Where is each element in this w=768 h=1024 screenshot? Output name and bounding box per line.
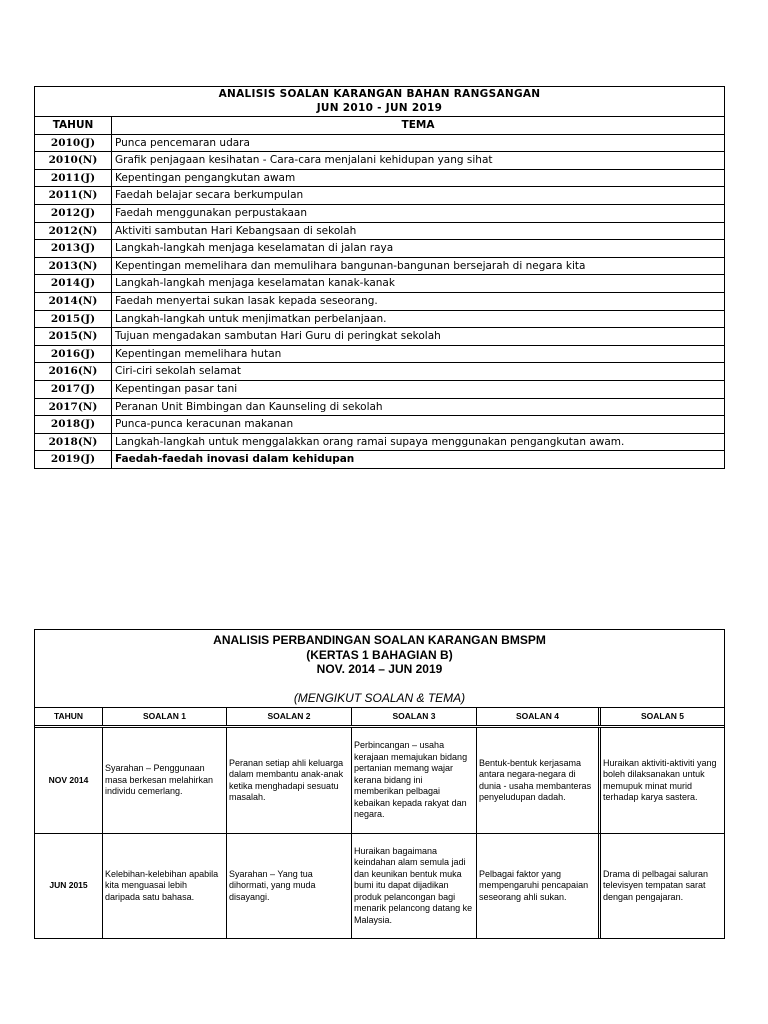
table-row <box>35 398 725 416</box>
theme-cell: Kepentingan pasar tani <box>112 380 725 398</box>
table2-header-row <box>35 708 724 728</box>
table-row <box>35 416 725 434</box>
table-row <box>35 222 725 240</box>
theme-cell: Faedah menggunakan perpustakaan <box>112 204 725 222</box>
year-cell: 2010(J) <box>35 134 112 152</box>
year-cell: NOV 2014 <box>35 728 103 833</box>
year-cell: 2015(J) <box>35 310 112 328</box>
analysis-table-bahan-rangsangan <box>34 86 725 469</box>
year-cell: 2018(N) <box>35 433 112 451</box>
year-cell: 2013(J) <box>35 240 112 258</box>
theme-cell: Aktiviti sambutan Hari Kebangsaan di sekolah <box>112 222 725 240</box>
theme-cell: Faedah belajar secara berkumpulan <box>112 187 725 205</box>
theme-cell: Kepentingan pengangkutan awam <box>112 169 725 187</box>
table1-header-year: TAHUN <box>35 117 112 135</box>
year-cell: 2011(J) <box>35 169 112 187</box>
table2-subtitle: (MENGIKUT SOALAN & TEMA) <box>293 691 466 705</box>
table2-title-line3: NOV. 2014 – JUN 2019 <box>316 662 443 676</box>
theme-cell: Kepentingan memelihara hutan <box>112 345 725 363</box>
theme-cell: Langkah-langkah untuk menggalakkan orang ramai supaya menggunakan pengangkutan awam. <box>112 433 725 451</box>
year-cell: 2016(N) <box>35 363 112 381</box>
year-cell: 2014(N) <box>35 292 112 310</box>
question-cell: Syarahan – Penggunaan masa berkesan melahirkan individu cemerlang. <box>103 728 227 833</box>
question-cell: Drama di pelbagai saluran televisyen tempatan sarat dengan pengajaran. <box>603 868 709 902</box>
table-row <box>35 204 725 222</box>
table-row <box>35 275 725 293</box>
theme-cell: Ciri-ciri sekolah selamat <box>112 363 725 381</box>
table-row <box>35 257 725 275</box>
table-row <box>35 328 725 346</box>
table2-title-line2: (KERTAS 1 BAHAGIAN B) <box>306 647 453 662</box>
table-row <box>35 451 725 469</box>
theme-cell: Faedah-faedah inovasi dalam kehidupan <box>112 451 725 469</box>
table-row <box>35 187 725 205</box>
header-tahun: TAHUN <box>35 708 103 725</box>
table-row <box>35 152 725 170</box>
table1-title <box>35 87 725 117</box>
theme-cell: Kepentingan memelihara dan memulihara bangunan-bangunan bersejarah di negara kita <box>112 257 725 275</box>
table-row <box>35 363 725 381</box>
header-soalan-4: SOALAN 4 <box>477 708 601 725</box>
theme-cell: Peranan Unit Bimbingan dan Kaunseling di sekolah <box>112 398 725 416</box>
table-row <box>35 728 724 834</box>
year-cell: 2019(J) <box>35 451 112 469</box>
question-cell: Huraikan bagaimana keindahan alam semula jadi dan keunikan bentuk muka bumi itu dapat dijadikan produk pelancongan bagi menarik pelancong datang ke Malaysia. <box>352 834 477 938</box>
question-cell: Perbincangan – usaha kerajaan memajukan bidang pertanian memang wajar kerana bidang ini memberikan pelbagai kebaikan kepada rakyat dan negara. <box>352 728 477 833</box>
theme-cell: Langkah-langkah menjaga keselamatan kanak-kanak <box>112 275 725 293</box>
question-cell: Pelbagai faktor yang mempengaruhi pencapaian seseorang ahli sukan. <box>477 834 601 938</box>
header-soalan-2: SOALAN 2 <box>227 708 352 725</box>
table-row <box>35 169 725 187</box>
theme-cell: Langkah-langkah menjaga keselamatan di jalan raya <box>112 240 725 258</box>
year-cell: 2016(J) <box>35 345 112 363</box>
year-cell: 2010(N) <box>35 152 112 170</box>
year-cell: 2018(J) <box>35 416 112 434</box>
header-soalan-5: SOALAN 5 <box>641 710 684 721</box>
table2-title-line1: ANALISIS PERBANDINGAN SOALAN KARANGAN BMSPM <box>213 633 546 647</box>
theme-cell: Langkah-langkah untuk menjimatkan perbelanjaan. <box>112 310 725 328</box>
question-cell: Huraikan aktiviti-aktiviti yang boleh dilaksanakan untuk memupuk minat murid terhadap karya sastera. <box>603 757 717 802</box>
question-cell: Bentuk-bentuk kerjasama antara negara-negara di dunia - usaha membanteras penyeludupan dadah. <box>477 728 601 833</box>
table-row <box>35 134 725 152</box>
table1-title-line1: ANALISIS SOALAN KARANGAN BAHAN RANGSANGAN <box>218 88 541 100</box>
table-row <box>35 310 725 328</box>
table-row <box>35 292 725 310</box>
year-cell: 2017(J) <box>35 380 112 398</box>
table-row <box>35 433 725 451</box>
year-cell: 2015(N) <box>35 328 112 346</box>
year-cell: 2014(J) <box>35 275 112 293</box>
table1-header-theme: TEMA <box>112 117 725 135</box>
theme-cell: Tujuan mengadakan sambutan Hari Guru di peringkat sekolah <box>112 328 725 346</box>
theme-cell: Punca pencemaran udara <box>112 134 725 152</box>
table-row <box>35 380 725 398</box>
theme-cell: Faedah menyertai sukan lasak kepada seseorang. <box>112 292 725 310</box>
question-cell: Kelebihan-kelebihan apabila kita menguasai lebih daripada satu bahasa. <box>103 834 227 938</box>
year-cell: 2012(J) <box>35 204 112 222</box>
table2-title <box>35 630 724 708</box>
year-cell: 2013(N) <box>35 257 112 275</box>
year-cell: 2012(N) <box>35 222 112 240</box>
table-row <box>35 240 725 258</box>
year-cell: JUN 2015 <box>35 834 103 938</box>
year-cell: 2011(N) <box>35 187 112 205</box>
header-soalan-3: SOALAN 3 <box>352 708 477 725</box>
theme-cell: Punca-punca keracunan makanan <box>112 416 725 434</box>
question-cell: Peranan setiap ahli keluarga dalam membantu anak-anak ketika menghadapi sesuatu masalah. <box>227 728 352 833</box>
year-cell: 2017(N) <box>35 398 112 416</box>
theme-cell: Grafik penjagaan kesihatan - Cara-cara menjalani kehidupan yang sihat <box>112 152 725 170</box>
table-row <box>35 345 725 363</box>
comparison-table-bmspm <box>34 629 725 939</box>
table1-title-line2: JUN 2010 - JUN 2019 <box>316 101 443 114</box>
header-soalan-1: SOALAN 1 <box>103 708 227 725</box>
question-cell: Syarahan – Yang tua dihormati, yang muda disayangi. <box>227 834 352 938</box>
table-row <box>35 834 724 938</box>
